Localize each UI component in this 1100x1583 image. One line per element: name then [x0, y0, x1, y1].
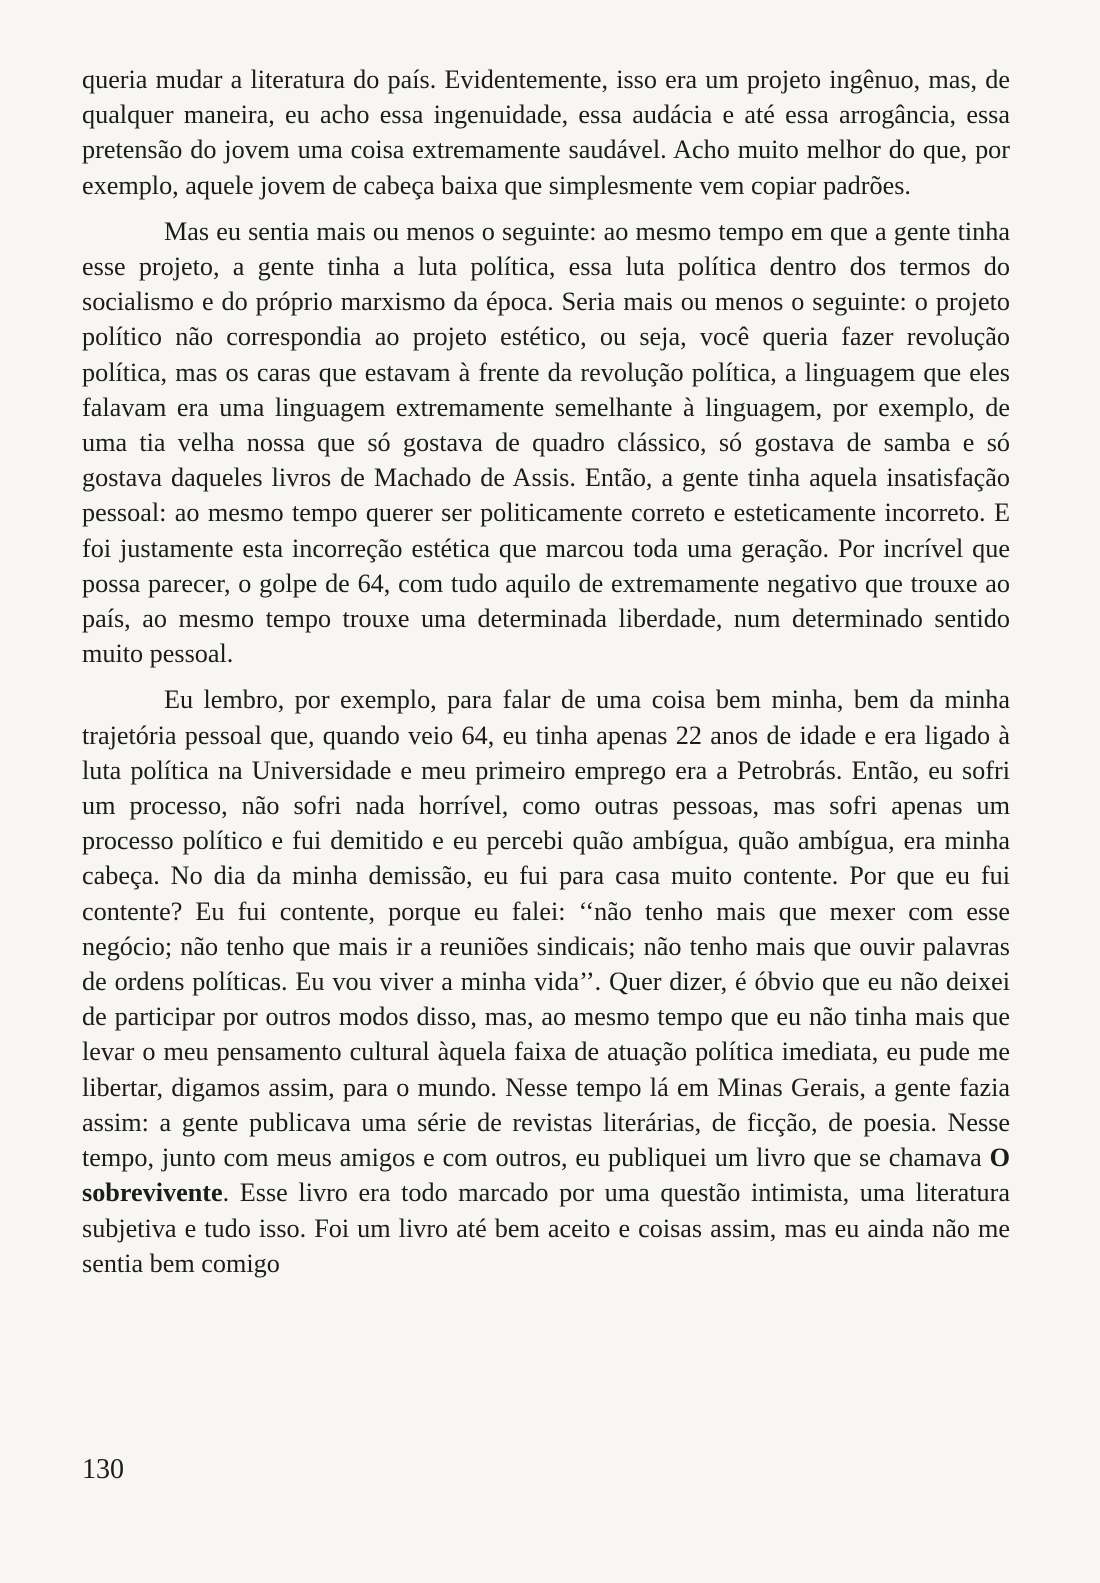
paragraph-1: queria mudar a literatura do país. Evidentemente, isso era um projeto ingênuo, mas, de qualquer maneira, eu acho essa ingenuidade, essa audácia e até essa arrogância, essa pretensão do jovem uma coisa extremamente saudável. Acho muito melhor do que, por exemplo, aquele jovem de cabeça baixa que simplesmente vem copiar padrões.: [82, 65, 1010, 200]
paragraph-3-text-before: Eu lembro, por exemplo, para falar de uma coisa bem minha, bem da minha trajetória pessoal que, quando veio 64, eu tinha apenas 22 anos de idade e era ligado à luta política na Universidade e meu primeiro emprego era a Petrobrás. Então, eu sofri um processo, não sofri nada horrível, como outras pessoas, mas sofri apenas um processo político e fui demitido e eu percebi quão ambígua, quão ambígua, era minha cabeça. No dia da minha demissão, eu fui para casa muito contente. Por que eu fui contente? Eu fui contente, porque eu falei: ‘‘não tenho mais que mexer com esse negócio; não tenho que mais ir a reuniões sindicais; não tenho mais que ouvir palavras de ordens políticas. Eu vou viver a minha vida’’. Quer dizer, é óbvio que eu não deixei de participar por outros modos disso, mas, ao mesmo tempo que eu não tinha mais que levar o meu pensamento cultural àquela faixa de atuação política imediata, eu pude me libertar, digamos assim, para o mundo. Nesse tempo lá em Minas Gerais, a gente fazia assim: a gente publicava uma série de revistas literárias, de ficção, de poesia. Nesse tempo, junto com meus amigos e com outros, eu publiquei um livro que se chamava: [82, 685, 1010, 1173]
paragraph-3-text-after: . Esse livro era todo marcado por uma questão intimista, uma literatura subjetiva e tudo isso. Foi um livro até bem aceito e coisas assim, mas eu ainda não me sentia bem comigo: [82, 1178, 1010, 1278]
page-body: [82, 62, 1010, 1281]
page-number: 130: [82, 1454, 124, 1485]
paragraph-3: [82, 682, 1010, 1280]
paragraph-2: Mas eu sentia mais ou menos o seguinte: ao mesmo tempo em que a gente tinha esse projeto, a gente tinha a luta política, essa luta política dentro dos termos do socialismo e do próprio marxismo da época. Seria mais ou menos o seguinte: o projeto político não correspondia ao projeto estético, ou seja, você queria fazer revolução política, mas os caras que estavam à frente da revolução política, a linguagem que eles falavam era uma linguagem extremamente semelhante à linguagem, por exemplo, de uma tia velha nossa que só gostava de quadro clássico, só gostava de samba e só gostava daqueles livros de Machado de Assis. Então, a gente tinha aquela insatisfação pessoal: ao mesmo tempo querer ser politicamente correto e esteticamente incorreto. E foi justamente esta incorreção estética que marcou toda uma geração. Por incrível que possa parecer, o golpe de 64, com tudo aquilo de extremamente negativo que trouxe ao país, ao mesmo tempo trouxe uma determinada liberdade, num determinado sentido muito pessoal.: [82, 216, 1010, 669]
book-title: O sobrevivente: [82, 1143, 1010, 1208]
